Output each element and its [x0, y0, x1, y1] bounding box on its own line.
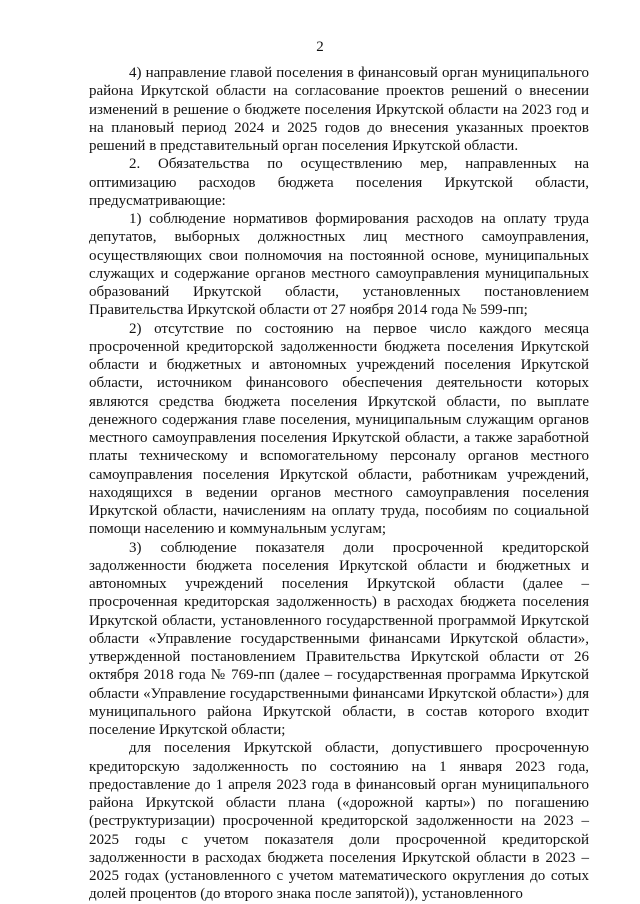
paragraph-roadmap-requirement: для поселения Иркутской области, допустившего просроченную кредиторскую задолженность по состоянию на 1 января 2023 года, предоставление до 1 апреля 2023 года в финансовый орган муниципального района Иркутской области плана («дорожной карты») по погашению (реструктуризации) просроченной кредиторской задолженности на 2023 – 2025 годы с учетом показателя доли просроченной кредиторской задолженности в расходах бюджета поселения Иркутской области в 2023 – 2025 годах (установленного с учетом математического округления до сотых долей процентов (до второго знака после запятой)), установленного — [89, 740, 589, 903]
paragraph-item-3-debt-share: 3) соблюдение показателя доли просроченной кредиторской задолженности бюджета поселения Иркутской области и бюджетных и автономных учреждений поселения Иркутской области (далее – просроченная кредиторская задолженность) в расходах бюджета поселения Иркутской области, установленного государственной программой Иркутской области «Управление государственными финансами Иркутской области», утвержденной постановлением Правительства Иркутской области от 26 октября 2018 года № 769-пп (далее – государственная программа Иркутской области «Управление государственными финансами Иркутской области») для муниципального района Иркутской области, в состав которого входит поселение Иркутской области; — [89, 539, 589, 738]
paragraph-item-4-approval: 4) направление главой поселения в финансовый орган муниципального района Иркутской области на согласование проектов решений о внесении изменений в решение о бюджете поселения Иркутской области на 2023 год и на плановый период 2024 и 2025 годов до внесения указанных проектов решений в представительный орган поселения Иркутской области. — [89, 65, 589, 154]
page-number: 2 — [316, 39, 324, 55]
document-body — [89, 64, 589, 904]
paragraph-item-2-no-overdue-debt: 2) отсутствие по состоянию на первое число каждого месяца просроченной кредиторской задолженности бюджета поселения Иркутской области и бюджетных и автономных учреждений поселения Иркутской области, источником финансового обеспечения деятельности которых являются средства бюджета поселения Иркутской области, по выплате денежного содержания главе поселения, муниципальным служащим органов местного самоуправления поселения Иркутской области, а также заработной платы техническому и вспомогательному персоналу органов местного самоуправления поселения Иркутской области, работникам учреждений, находящихся в ведении органов местного самоуправления поселения Иркутской области, начислениям на оплату труда, пособиям по социальной помощи населению и коммунальным услугам; — [89, 320, 589, 538]
paragraph-obligations-intro: 2. Обязательства по осуществлению мер, направленных на оптимизацию расходов бюджета поселения Иркутской области, предусматривающие: — [89, 156, 589, 209]
paragraph-item-1-salary-norms: 1) соблюдение нормативов формирования расходов на оплату труда депутатов, выборных должностных лиц местного самоуправления, осуществляющих свои полномочия на постоянной основе, муниципальных служащих и содержание органов местного самоуправления муниципальных образований Иркутской области, установленных постановлением Правительства Иркутской области от 27 ноября 2014 года № 599-пп; — [89, 211, 589, 319]
